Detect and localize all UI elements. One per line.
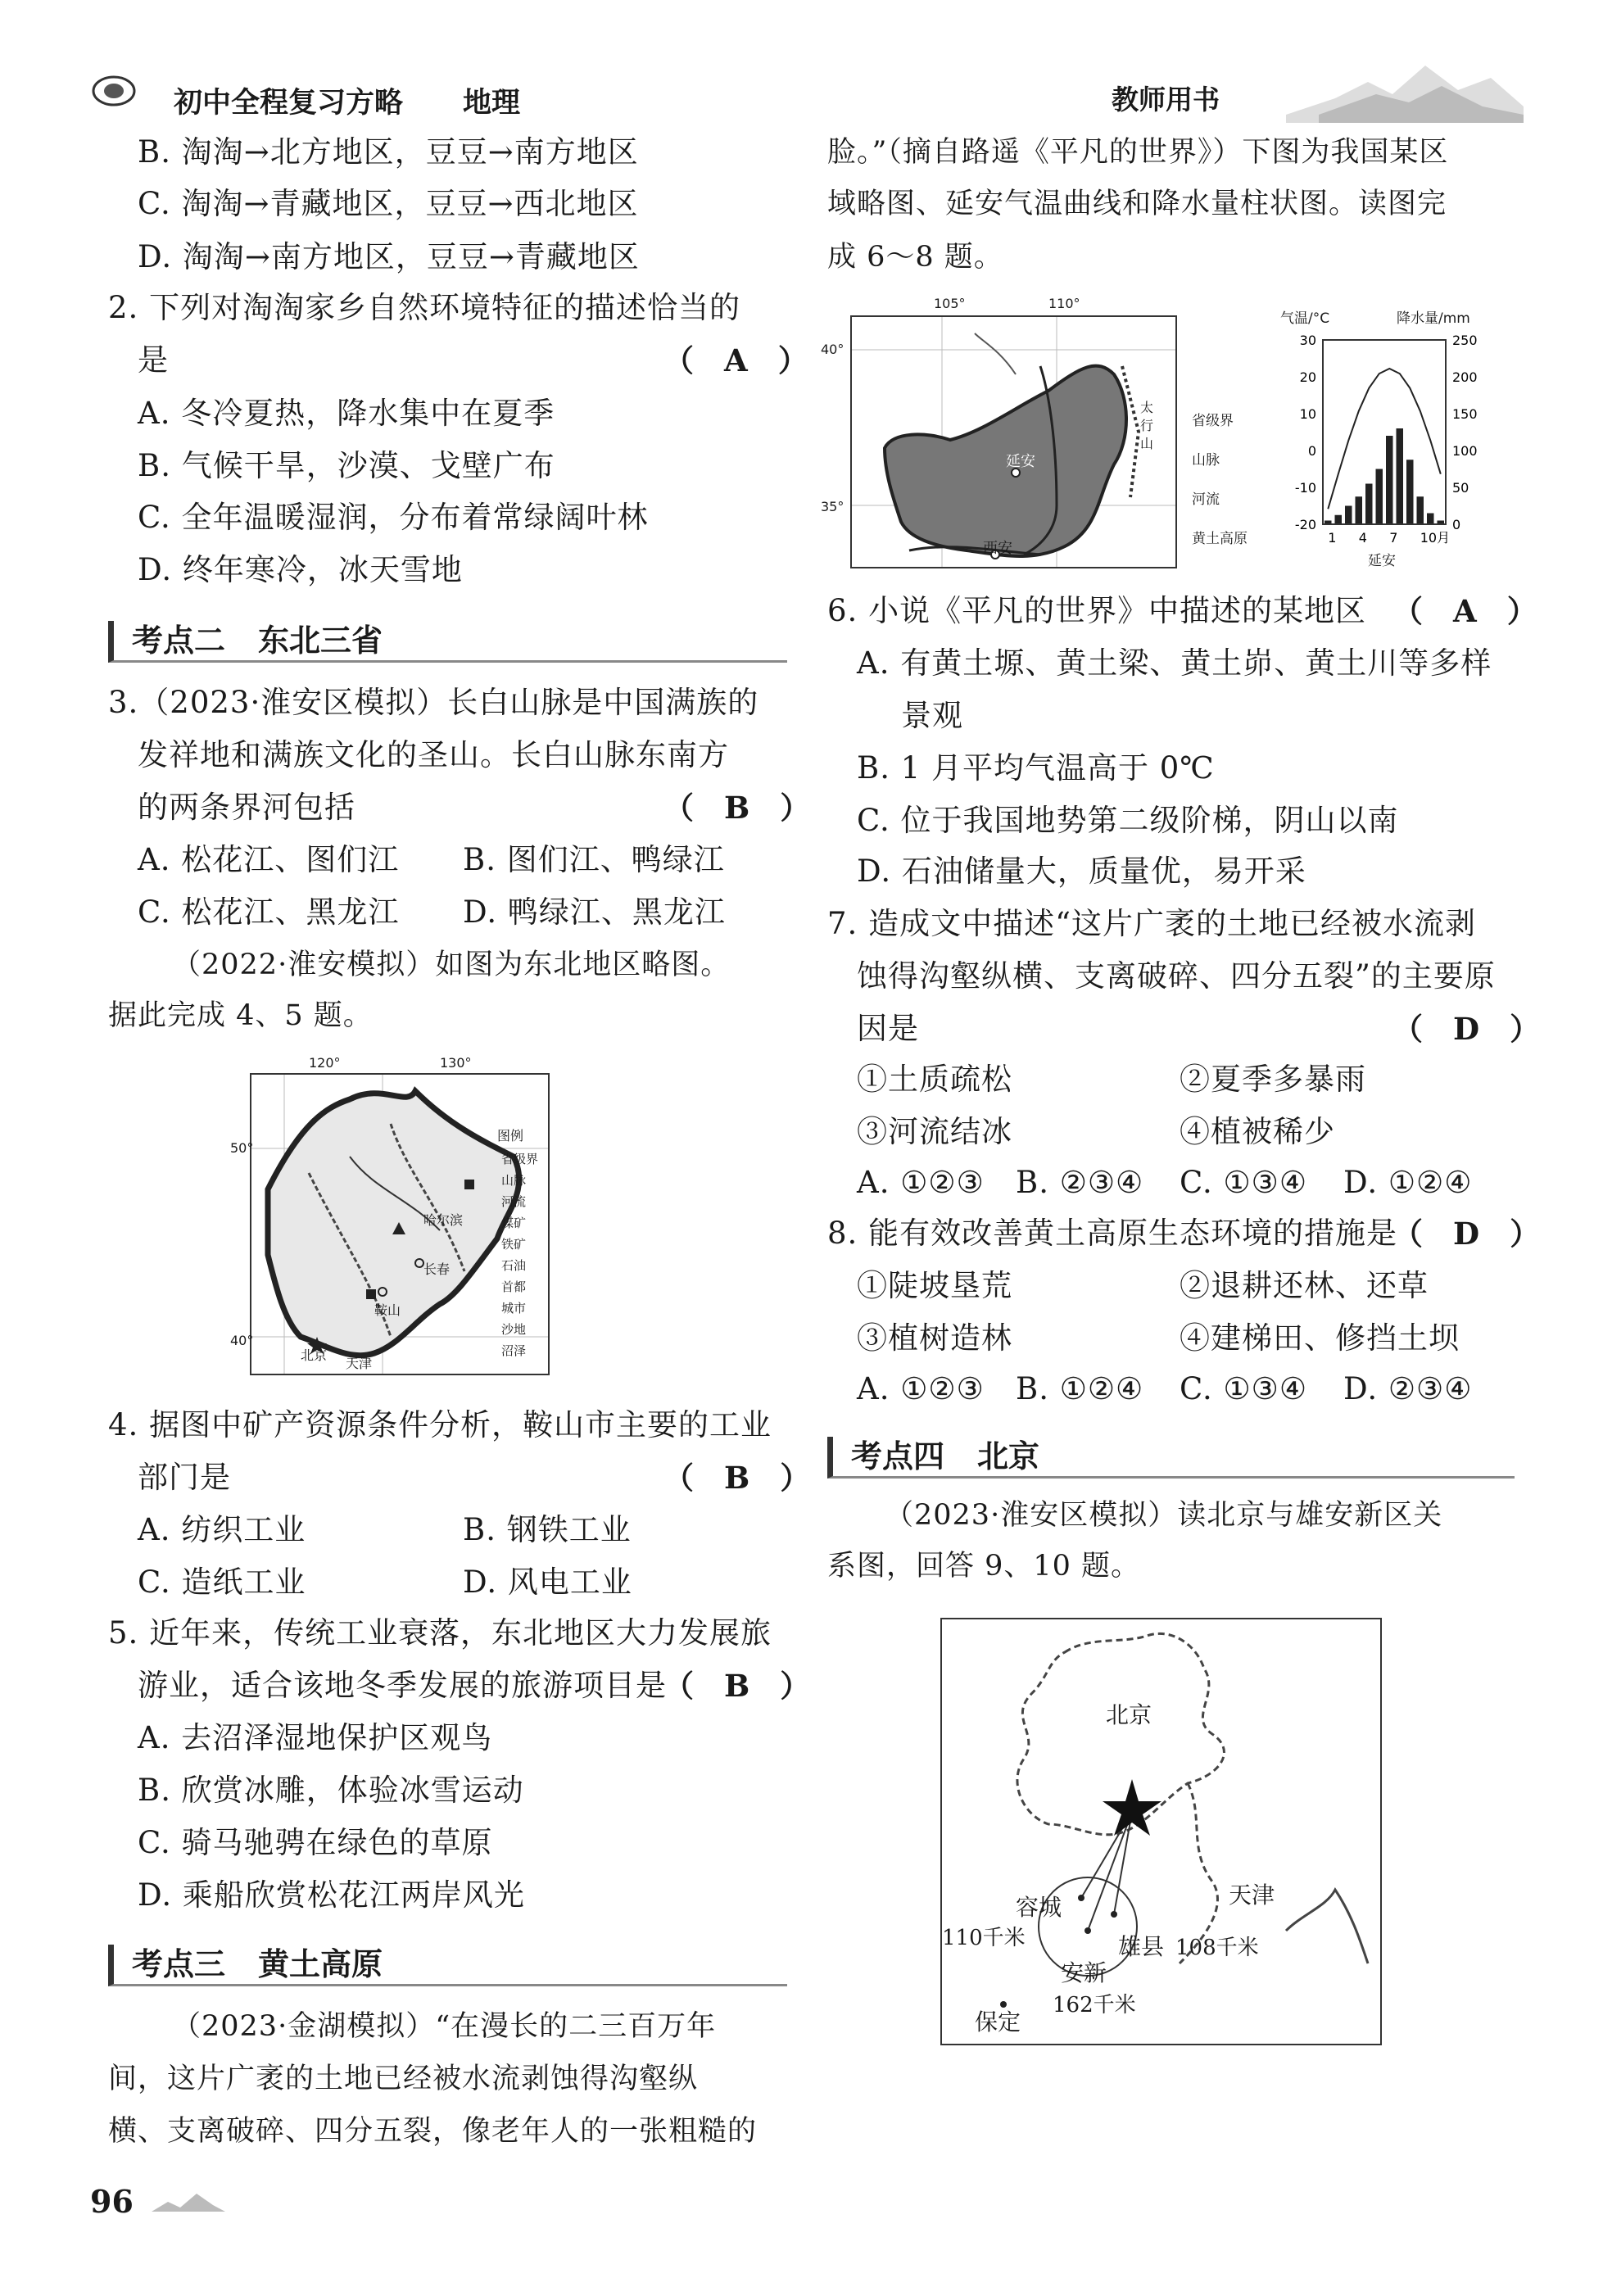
climate-precip-bar [1345, 506, 1352, 525]
q7-answer: （ D ） [1392, 1011, 1541, 1047]
ne-legend-item: 沙地 [501, 1322, 527, 1337]
q8-option-a: A. ①②③ [857, 1371, 985, 1406]
loess-legend-item: 黄土高原 [1192, 531, 1248, 547]
q8-item-3: ③植树造林 [857, 1320, 1012, 1356]
q4-answer: （ B ） [663, 1460, 811, 1496]
q6-answer: （ A ） [1392, 593, 1537, 629]
q7-stem-line1: 7. 造成文中描述“这片广袤的土地已经被水流剥 [827, 906, 1476, 941]
section-heading-3 [108, 1945, 787, 1986]
q7-option-b: B. ②③④ [1016, 1165, 1144, 1200]
loess-legend-item: 河流 [1192, 491, 1220, 508]
intro-45-line1: （2022·淮安模拟）如图为东北地区略图。 [172, 949, 731, 981]
climate-precip-bar [1386, 436, 1393, 524]
q6-option-a-cont: 景观 [901, 698, 963, 733]
climate-precip-bar [1427, 514, 1434, 525]
climate-station: 延安 [1368, 553, 1396, 569]
q7-option-c: C. ①③④ [1180, 1165, 1308, 1200]
q1-option-d: D. 淘淘→南方地区，豆豆→青藏地区 [138, 239, 640, 274]
q4-option-d: D. 风电工业 [463, 1565, 632, 1600]
section-2-number: 考点二 [132, 623, 226, 659]
climate-precip-tick: 100 [1452, 443, 1478, 459]
loess-city-yanan: 延安 [1006, 453, 1035, 470]
ne-legend-item: 首都 [501, 1279, 527, 1294]
footer-mountain-decoration [152, 2187, 225, 2216]
q6-stem: 6. 小说《平凡的世界》中描述的某地区 [827, 593, 1367, 628]
climate-precip-bar [1356, 496, 1363, 524]
q5-option-b: B. 欣赏冰雕，体验冰雪运动 [138, 1773, 524, 1808]
ne-map-lon2: 130° [440, 1055, 472, 1071]
ne-legend-title: 图例 [497, 1128, 524, 1143]
ne-map-lat2: 40° [230, 1333, 254, 1348]
header-logo [92, 75, 136, 106]
climate-month-tick: 1 [1328, 530, 1337, 546]
ne-city-tianjin: 天津 [346, 1356, 373, 1371]
beijing-xiongan-map [940, 1618, 1382, 2045]
section-heading-2 [108, 621, 787, 663]
q3-stem-line2: 发祥地和满族文化的圣山。长白山脉东南方 [138, 737, 729, 772]
section-3-name: 黄土高原 [258, 1946, 383, 1982]
q5-answer: （ B ） [663, 1668, 811, 1704]
bj-distance-162: 162千米 [1053, 1993, 1136, 2017]
ne-map-lat1: 50° [230, 1140, 254, 1156]
loess-map-lon2: 110° [1048, 296, 1080, 311]
loess-plateau-map [821, 296, 1177, 568]
section-4-name: 北京 [977, 1438, 1040, 1474]
q5-option-a: A. 去沼泽湿地保护区观鸟 [138, 1720, 493, 1755]
ne-legend-item: 山脉 [501, 1173, 527, 1188]
q8-option-d: D. ②③④ [1343, 1371, 1473, 1406]
loess-legend-item: 省级界 [1192, 413, 1234, 429]
climate-precip-tick: 50 [1452, 480, 1469, 496]
q5-stem-cont: 游业，适合该地冬季发展的旅游项目是 [138, 1668, 667, 1703]
passage-cont-line1: 脸。”（摘自路遥《平凡的世界》）下图为我国某区 [827, 136, 1449, 169]
q6-option-a: A. 有黄土塬、黄土梁、黄土峁、黄土川等多样 [857, 645, 1492, 681]
q5-option-d: D. 乘船欣赏松花江两岸风光 [138, 1877, 525, 1913]
ne-legend-item: 城市 [501, 1301, 527, 1316]
q8-option-c: C. ①③④ [1180, 1371, 1308, 1406]
yanan-climate-chart [1241, 303, 1487, 582]
ne-city-changchun: 长春 [423, 1261, 451, 1277]
ne-map-lon1: 120° [309, 1055, 341, 1071]
bj-label-rongcheng: 容城 [1016, 1894, 1062, 1921]
q7-stem-line3: 因是 [857, 1011, 919, 1046]
passage-cont-line3: 成 6～8 题。 [827, 241, 1003, 274]
climate-temp-tick: 30 [1299, 333, 1316, 348]
loess-taihang-label: 太行山 [1140, 400, 1154, 451]
q8-item-1: ①陡坡垦荒 [857, 1268, 1012, 1303]
climate-month-tick: 10月 [1420, 530, 1451, 546]
q7-option-a: A. ①②③ [857, 1165, 985, 1200]
q3-stem-line1: 3.（2023·淮安区模拟）长白山脉是中国满族的 [108, 685, 759, 720]
climate-temp-tick: -20 [1294, 517, 1316, 532]
passage-line3: 横、支离破碎、四分五裂，像老年人的一张粗糙的 [108, 2115, 758, 2148]
q5-stem: 5. 近年来，传统工业衰落，东北地区大力发展旅 [108, 1615, 772, 1651]
climate-precip-tick: 200 [1452, 369, 1478, 385]
q6-option-c: C. 位于我国地势第二级阶梯，阴山以南 [857, 803, 1399, 838]
q3-option-b: B. 图们江、鸭绿江 [463, 842, 725, 877]
q4-stem: 4. 据图中矿产资源条件分析，鞍山市主要的工业 [108, 1407, 772, 1442]
q3-option-d: D. 鸭绿江、黑龙江 [463, 894, 726, 930]
climate-temp-tick: -10 [1294, 480, 1316, 496]
teacher-tag: 教师用书 [1112, 84, 1220, 115]
q8-item-2: ②退耕还林、还草 [1180, 1268, 1429, 1303]
q2-stem-cont: 是 [138, 342, 169, 378]
passage-line1: （2023·金湖模拟）“在漫长的二三百万年 [172, 2010, 717, 2043]
climate-precip-bar [1365, 484, 1373, 525]
ne-legend-item: 石油 [501, 1258, 527, 1273]
intro-45-line2: 据此完成 4、5 题。 [108, 999, 373, 1032]
ne-legend-item: 煤矿 [501, 1216, 527, 1230]
bj-distance-110: 110千米 [942, 1926, 1026, 1950]
subject-title: 地理 [463, 87, 521, 120]
q3-option-c: C. 松花江、黑龙江 [138, 894, 400, 930]
northeast-map [230, 1055, 550, 1375]
climate-precip-tick: 150 [1452, 406, 1478, 422]
q6-option-b: B. 1 月平均气温高于 0℃ [857, 750, 1215, 786]
bj-label-baoding: 保定 [975, 2008, 1021, 2036]
q7-item-4: ④植被稀少 [1180, 1114, 1335, 1149]
loess-map-lon1: 105° [934, 296, 966, 311]
q4-option-a: A. 纺织工业 [138, 1512, 306, 1547]
climate-temp-tick: 10 [1299, 406, 1316, 422]
q1-option-c: C. 淘淘→青藏地区，豆豆→西北地区 [138, 186, 639, 221]
section-3-number: 考点三 [132, 1946, 226, 1982]
q7-item-2: ②夏季多暴雨 [1180, 1062, 1366, 1097]
ne-city-anshan: 鞍山 [374, 1302, 401, 1318]
bj-label-xiongxian: 雄县 [1118, 1933, 1165, 1960]
bj-label-tianjin: 天津 [1229, 1882, 1275, 1909]
climate-precip-bar [1406, 460, 1414, 524]
passage-line2: 间，这片广袤的土地已经被水流剥蚀得沟壑纵 [108, 2063, 699, 2095]
q1-option-b: B. 淘淘→北方地区，豆豆→南方地区 [138, 134, 639, 170]
q7-stem-line2: 蚀得沟壑纵横、支离破碎、四分五裂”的主要原 [857, 958, 1496, 994]
q8-stem: 8. 能有效改善黄土高原生态环境的措施是 [827, 1216, 1398, 1251]
ne-legend-item: 河流 [501, 1194, 527, 1209]
climate-temp-tick: 20 [1299, 369, 1316, 385]
loess-city-xian: 西安 [983, 540, 1012, 557]
q2-option-c: C. 全年温暖湿润，分布着常绿阔叶林 [138, 500, 649, 535]
q3-stem-line3: 的两条界河包括 [138, 790, 355, 825]
q6-option-d: D. 石油储量大，质量优，易开采 [857, 854, 1306, 889]
climate-precip-tick: 0 [1452, 517, 1461, 532]
q2-option-b: B. 气候干旱，沙漠、戈壁广布 [138, 448, 555, 483]
q2-option-d: D. 终年寒冷，冰天雪地 [138, 552, 463, 587]
passage-cont-line2: 域略图、延安气温曲线和降水量柱状图。读图完 [827, 188, 1447, 220]
ne-legend-item: 铁矿 [501, 1237, 527, 1252]
ne-legend-item: 省级界 [501, 1152, 539, 1166]
header-mountain-decoration [1286, 49, 1524, 123]
q7-item-1: ①土质疏松 [857, 1062, 1012, 1097]
ne-legend-item: 沼泽 [501, 1343, 527, 1358]
climate-precip-bar [1417, 496, 1424, 524]
bj-distance-108: 108千米 [1175, 1936, 1259, 1960]
climate-month-tick: 4 [1358, 530, 1367, 546]
climate-precip-label: 降水量/mm [1397, 310, 1470, 327]
section-4-number: 考点四 [851, 1438, 945, 1474]
q7-option-d: D. ①②④ [1343, 1165, 1473, 1200]
loess-map-lat2: 35° [821, 499, 845, 514]
ne-city-harbin: 哈尔滨 [423, 1212, 464, 1228]
section-2-name: 东北三省 [258, 623, 383, 659]
ne-city-beijing: 北京 [301, 1347, 328, 1363]
q2-answer: （ A ） [663, 342, 808, 378]
q3-answer: （ B ） [663, 790, 811, 826]
q4-option-b: B. 钢铁工业 [463, 1512, 632, 1547]
climate-precip-bar [1397, 428, 1404, 524]
climate-precip-bar [1376, 469, 1383, 525]
q4-option-c: C. 造纸工业 [138, 1565, 306, 1600]
intro-910-line2: 系图，回答 9、10 题。 [827, 1550, 1141, 1583]
loess-map-lat1: 40° [821, 342, 845, 357]
climate-month-tick: 7 [1389, 530, 1398, 546]
bj-label-beijing: 北京 [1106, 1701, 1152, 1728]
climate-temp-label: 气温/°C [1280, 310, 1330, 327]
climate-temp-tick: 0 [1307, 443, 1316, 459]
q3-option-a: A. 松花江、图们江 [138, 842, 400, 877]
q8-option-b: B. ①②④ [1016, 1371, 1144, 1406]
intro-910-line1: （2023·淮安区模拟）读北京与雄安新区关 [885, 1499, 1443, 1532]
section-heading-4 [827, 1437, 1515, 1479]
q2-option-a: A. 冬冷夏热，降水集中在夏季 [138, 396, 555, 431]
climate-precip-tick: 250 [1452, 333, 1478, 348]
page-number: 96 [90, 2183, 134, 2220]
q5-option-c: C. 骑马驰骋在绿色的草原 [138, 1825, 493, 1860]
q8-answer: （ D ） [1392, 1216, 1541, 1252]
loess-legend-item: 山脉 [1192, 452, 1220, 469]
loess-legend [1192, 401, 1248, 559]
ne-legend-list [501, 1148, 538, 1361]
climate-precip-bar [1335, 515, 1343, 524]
q2-stem: 2. 下列对淘淘家乡自然环境特征的描述恰当的 [108, 290, 741, 325]
bj-label-anxin: 安新 [1061, 1959, 1107, 1986]
q8-item-4: ④建梯田、修挡土坝 [1180, 1320, 1460, 1356]
q4-stem-cont: 部门是 [138, 1460, 231, 1495]
book-title: 初中全程复习方略 [174, 87, 404, 120]
q7-item-3: ③河流结冰 [857, 1114, 1012, 1149]
